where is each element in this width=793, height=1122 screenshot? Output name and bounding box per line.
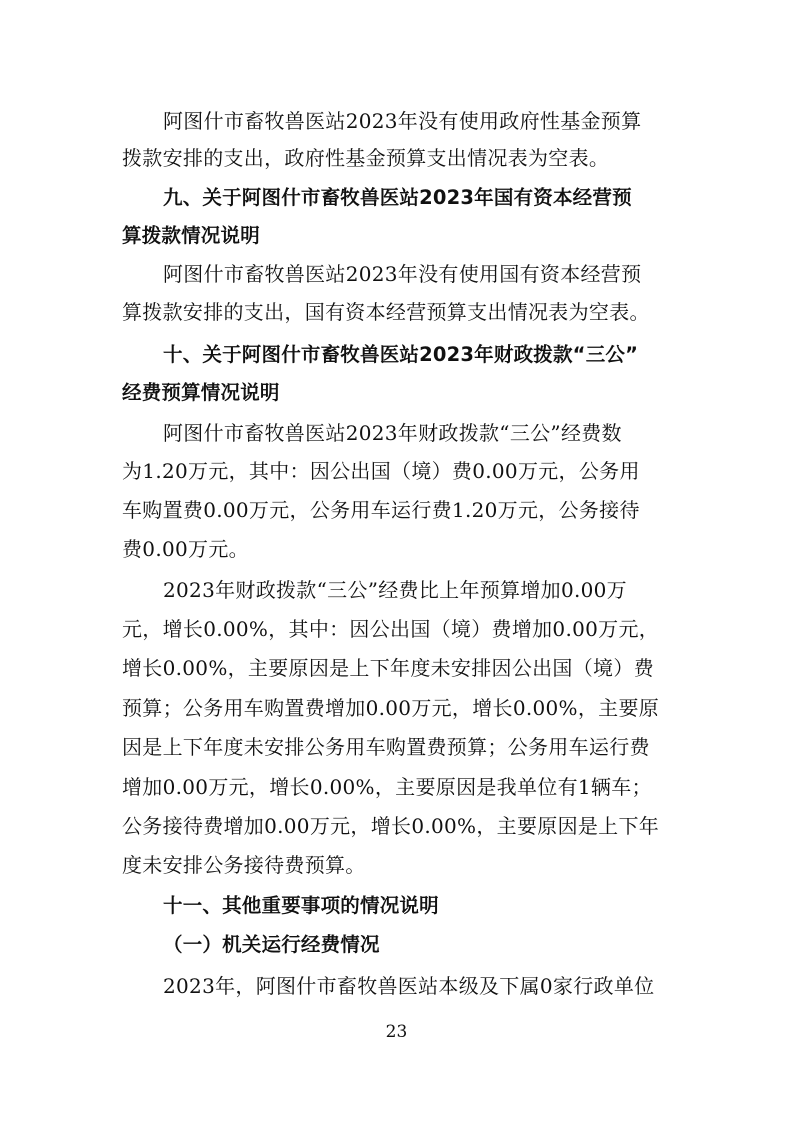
paragraph-line: 阿图什市畜牧兽医站2023年没有使用政府性基金预算 bbox=[163, 109, 642, 133]
section-heading: 十一、其他重要事项的情况说明 bbox=[163, 894, 439, 917]
paragraph-line: 阿图什市畜牧兽医站2023年财政拨款“三公”经费数 bbox=[163, 421, 622, 445]
paragraph-line: 费0.00万元。 bbox=[122, 537, 249, 561]
paragraph-line: 因是上下年度未安排公务用车购置费预算；公务用车运行费 bbox=[122, 735, 650, 759]
paragraph-line: 阿图什市畜牧兽医站2023年没有使用国有资本经营预 bbox=[163, 262, 642, 286]
paragraph-line: 预算；公务用车购置费增加0.00万元，增长0.00%，主要原 bbox=[122, 696, 660, 720]
section-heading: 十、关于阿图什市畜牧兽医站2023年财政拨款“三公” bbox=[163, 343, 639, 366]
section-heading: 九、关于阿图什市畜牧兽医站2023年国有资本经营预 bbox=[163, 186, 632, 209]
page-number: 23 bbox=[385, 1022, 408, 1042]
paragraph-line: 拨款安排的支出，政府性基金预算支出情况表为空表。 bbox=[122, 146, 610, 170]
paragraph-line: 车购置费0.00万元，公务用车运行费1.20万元，公务接待 bbox=[122, 498, 640, 522]
paragraph-line: 增长0.00%，主要原因是上下年度未安排因公出国（境）费 bbox=[122, 656, 654, 680]
section-heading: 算拨款情况说明 bbox=[122, 224, 260, 247]
paragraph-line: 算拨款安排的支出，国有资本经营预算支出情况表为空表。 bbox=[122, 300, 650, 324]
section-heading: 经费预算情况说明 bbox=[122, 381, 280, 404]
paragraph-line: 增加0.00万元，增长0.00%，主要原因是我单位有1辆车； bbox=[122, 775, 652, 799]
paragraph-line: 2023年财政拨款“三公”经费比上年预算增加0.00万 bbox=[163, 578, 627, 602]
paragraph-line: 元，增长0.00%，其中：因公出国（境）费增加0.00万元， bbox=[122, 617, 660, 641]
paragraph-line: 度未安排公务接待费预算。 bbox=[122, 853, 366, 877]
paragraph-line: 公务接待费增加0.00万元，增长0.00%，主要原因是上下年 bbox=[122, 814, 660, 838]
subsection-heading: （一）机关运行经费情况 bbox=[163, 933, 380, 956]
paragraph-line: 2023年，阿图什市畜牧兽医站本级及下属0家行政单位 bbox=[163, 974, 655, 998]
paragraph-line: 为1.20万元，其中：因公出国（境）费0.00万元，公务用 bbox=[122, 459, 640, 483]
